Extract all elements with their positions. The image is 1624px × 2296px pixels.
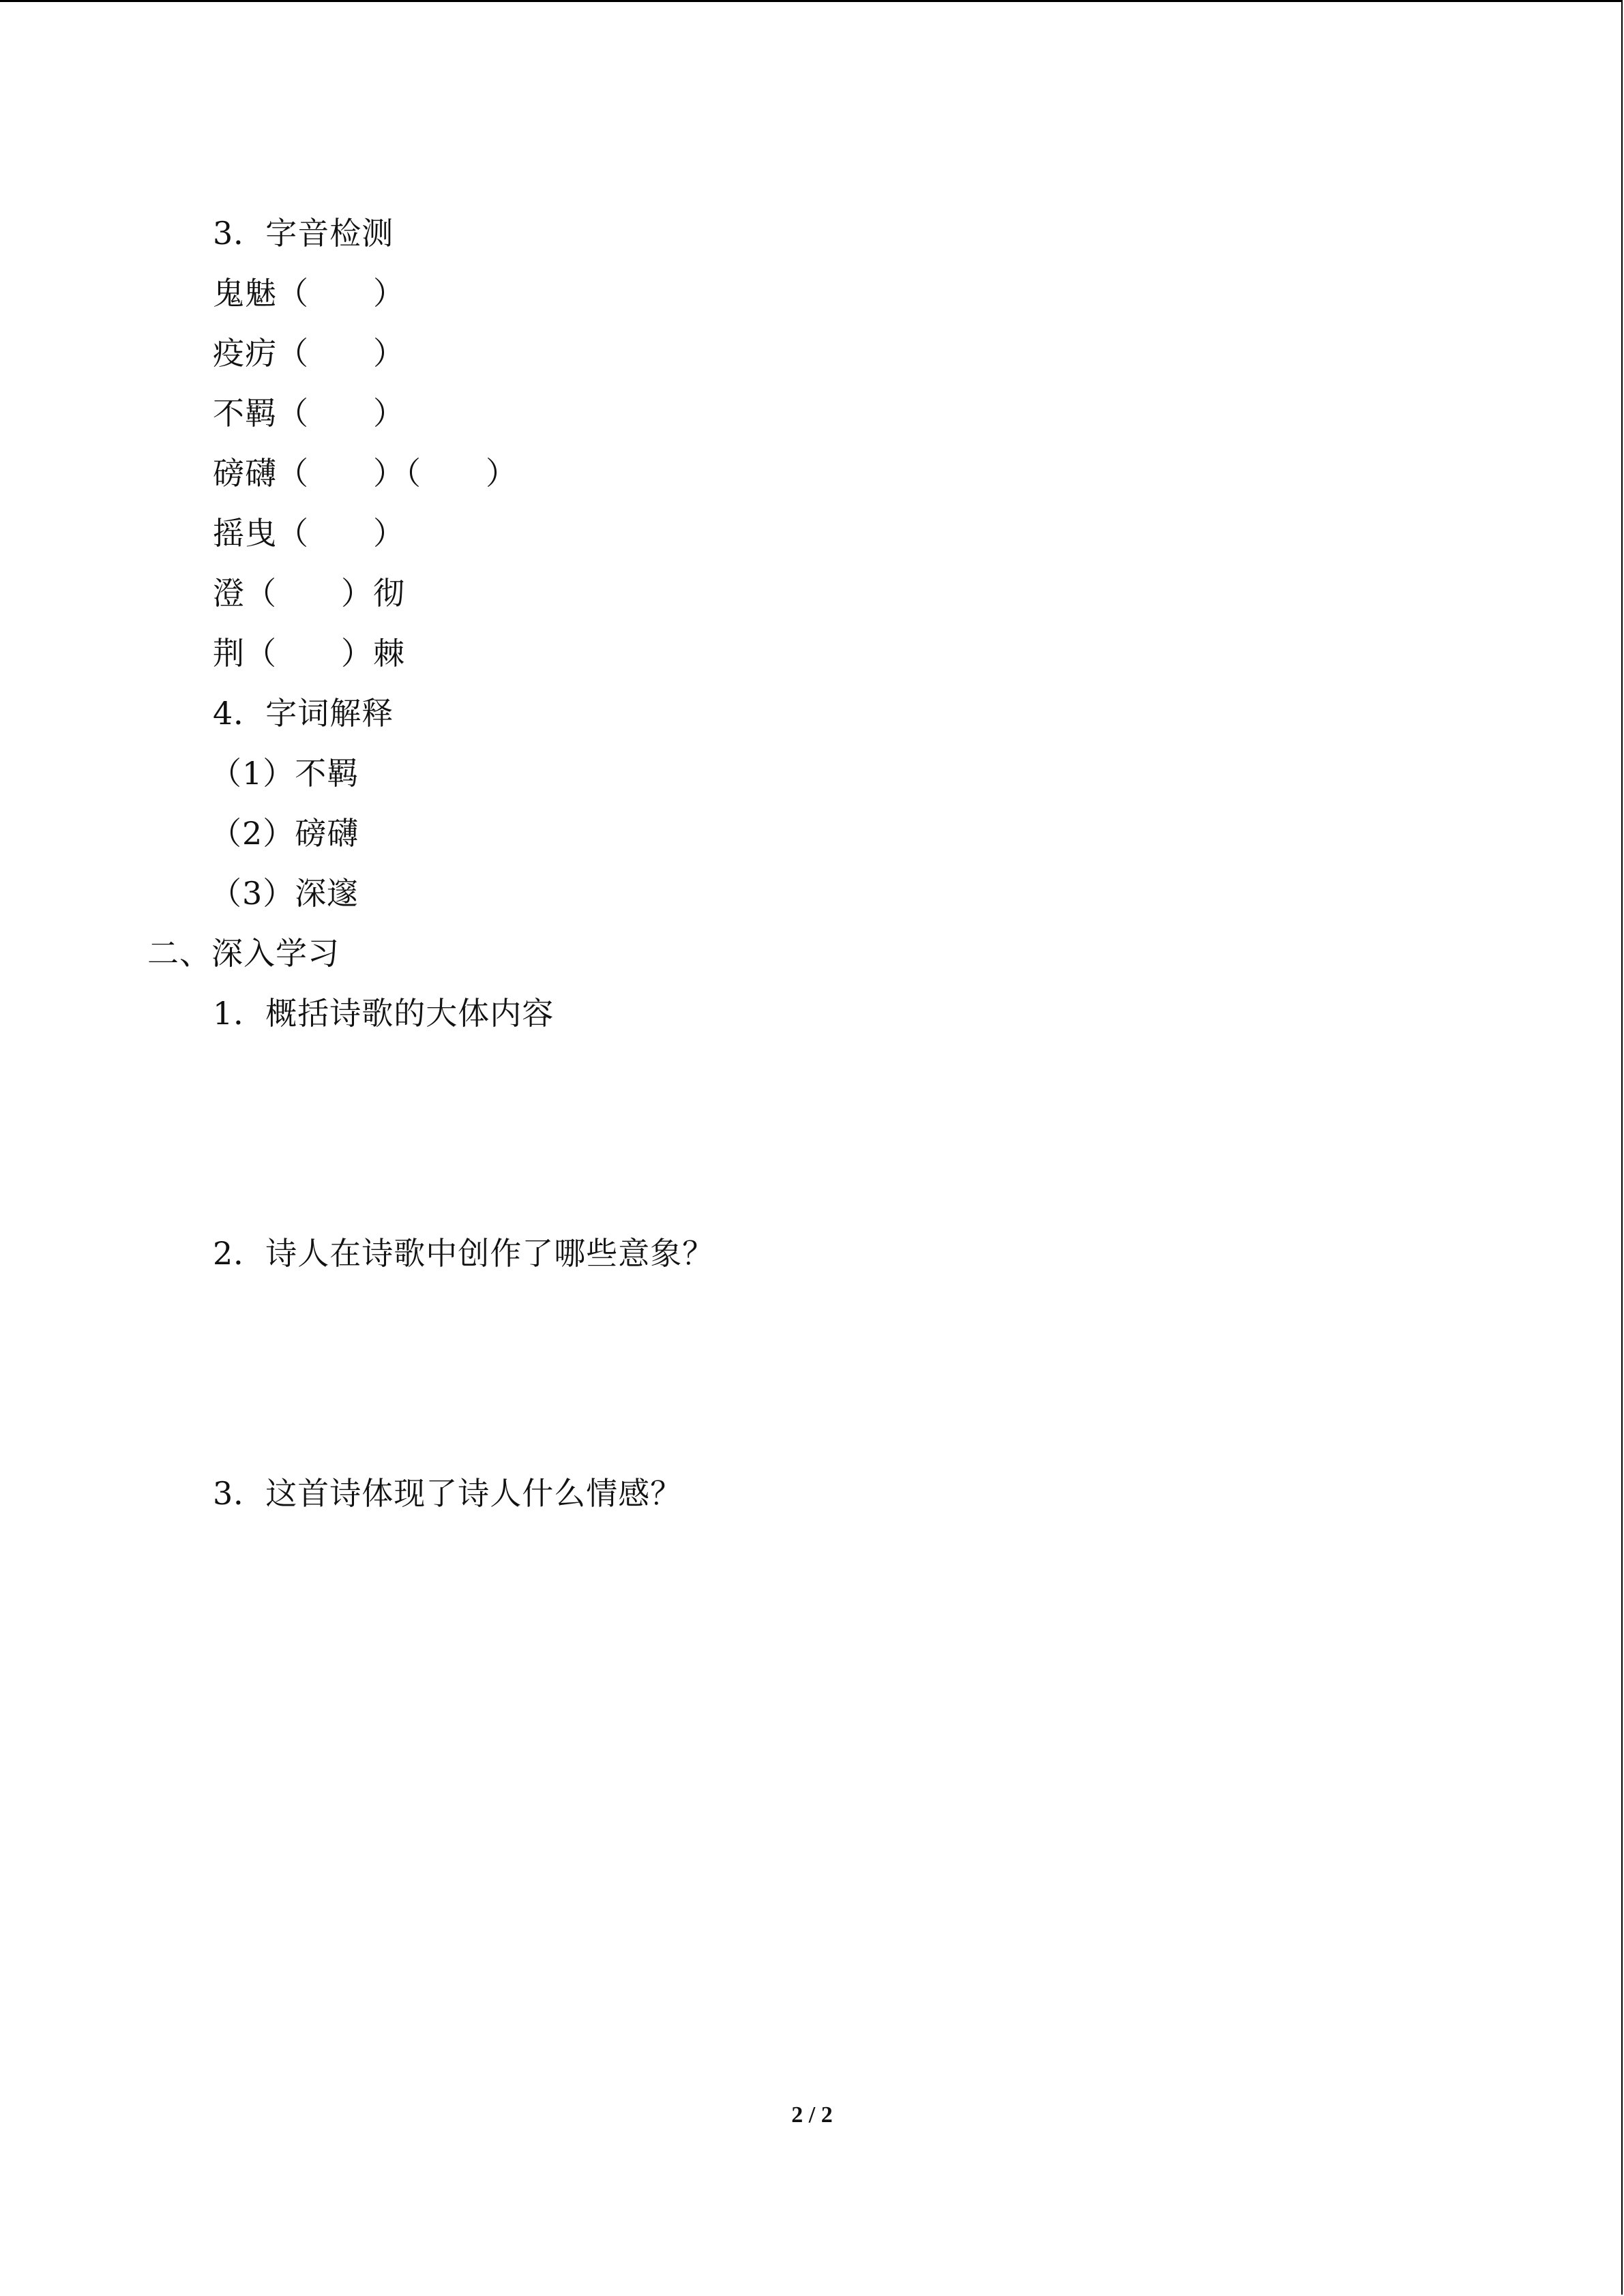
pronunciation-item: 摇曳（ ） bbox=[213, 515, 405, 552]
section2-heading: 二、深入学习 bbox=[147, 935, 340, 972]
pronunciation-item: 不羁（ ） bbox=[213, 395, 405, 432]
question-3: 3．这首诗体现了诗人什么情感？ bbox=[213, 1475, 683, 1512]
question-1: 1．概括诗歌的大体内容 bbox=[213, 995, 555, 1032]
vocab-item: （3）深邃 bbox=[210, 875, 359, 912]
vocab-item: （2）磅礴 bbox=[210, 815, 359, 852]
question-2: 2．诗人在诗歌中创作了哪些意象？ bbox=[213, 1235, 715, 1272]
item3-heading: 3．字音检测 bbox=[213, 215, 394, 252]
pronunciation-item: 鬼魅（ ） bbox=[213, 275, 405, 312]
page-number: 2 / 2 bbox=[791, 2102, 833, 2128]
pronunciation-item: 荆（ ）棘 bbox=[213, 635, 405, 672]
vocab-item: （1）不羁 bbox=[210, 755, 359, 792]
pronunciation-item: 疫疠（ ） bbox=[213, 335, 405, 372]
pronunciation-item: 澄（ ）彻 bbox=[213, 575, 405, 612]
item4-heading: 4．字词解释 bbox=[213, 695, 394, 732]
pronunciation-item: 磅礴（ ）（ ） bbox=[213, 455, 518, 492]
